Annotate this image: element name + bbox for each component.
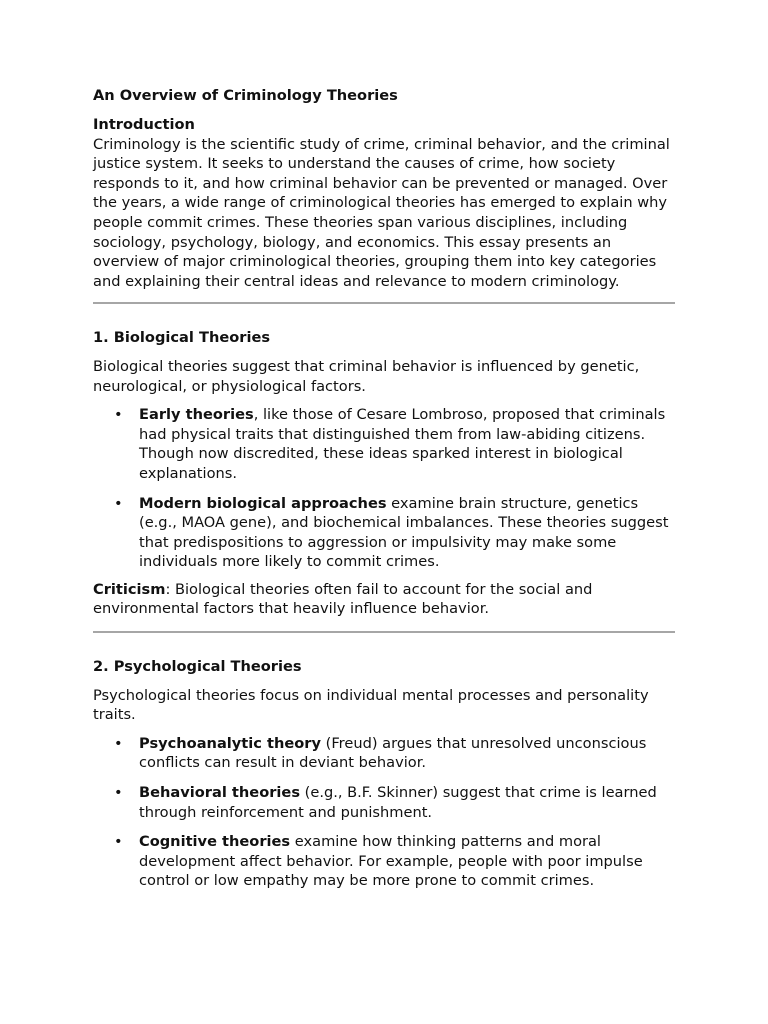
bullet-text: examine brain structure, genetics (e.g., MAOA gene), and biochemical imbalances. These theories suggest that predispositions to aggression or impulsivity may make some individuals more likely to commit crimes. (139, 494, 669, 571)
biological-intro-paragraph: Biological theories suggest that criminal behavior is influenced by genetic, neurological, or physiological factors. (93, 357, 640, 395)
bullet-text: examine how thinking patterns and moral development affect behavior. For example, people with poor impulse control or low empathy may be more prone to commit crimes. (139, 833, 643, 890)
bullet-icon: • (114, 494, 123, 512)
document-page (93, 86, 675, 891)
psychological-bullet-list (93, 734, 675, 891)
biological-bullet-list (93, 405, 675, 572)
criticism-text: : Biological theories often fail to account for the social and environmental factors that heavily influence behavior. (93, 580, 593, 618)
bullet-text: (e.g., B.F. Skinner) suggest that crime is learned through reinforcement and punishment. (139, 784, 657, 821)
criticism-label: Criticism (93, 580, 166, 598)
bullet-term: Early theories (139, 406, 254, 424)
list-item (93, 405, 675, 483)
section-divider (93, 302, 675, 304)
bullet-icon: • (114, 734, 123, 752)
introduction-paragraph: Criminology is the scientific study of crime, criminal behavior, and the criminal justice system. It seeks to understand the causes of crime, how society responds to it, and how criminal behavior can be prevented or managed. Over the years, a wide range of criminological theories has emerged to explain why people commit crimes. These theories span various disciplines, including sociology, psychology, biology, and economics. This essay presents an overview of major criminological theories, grouping them into key categories and explaining their central ideas and relevance to modern criminology. (93, 135, 670, 290)
bullet-term: Cognitive theories (139, 833, 291, 851)
section-divider (93, 631, 675, 633)
introduction-heading: Introduction (93, 116, 195, 133)
section-heading-biological: 1. Biological Theories (93, 329, 271, 347)
biological-criticism-paragraph (93, 580, 675, 619)
list-item (93, 783, 675, 822)
bullet-text: , like those of Cesare Lombroso, proposed that criminals had physical traits that distinguished them from law-abiding citizens. Though now discredited, these ideas sparked interest in biological explanations. (139, 406, 666, 482)
bullet-icon: • (114, 833, 123, 851)
bullet-term: Psychoanalytic theory (139, 734, 322, 752)
bullet-term: Modern biological approaches (139, 494, 387, 512)
bullet-text: (Freud) argues that unresolved unconscious conflicts can result in deviant behavior. (139, 734, 647, 772)
document-title: An Overview of Criminology Theories (93, 87, 398, 104)
bullet-icon: • (114, 406, 123, 424)
list-item (93, 494, 675, 572)
bullet-term: Behavioral theories (139, 784, 301, 802)
section-heading-psychological: 2. Psychological Theories (93, 658, 302, 676)
bullet-icon: • (114, 784, 123, 802)
psychological-intro-paragraph: Psychological theories focus on individual mental processes and personality traits. (93, 686, 649, 724)
list-item (93, 832, 675, 891)
list-item (93, 734, 675, 773)
